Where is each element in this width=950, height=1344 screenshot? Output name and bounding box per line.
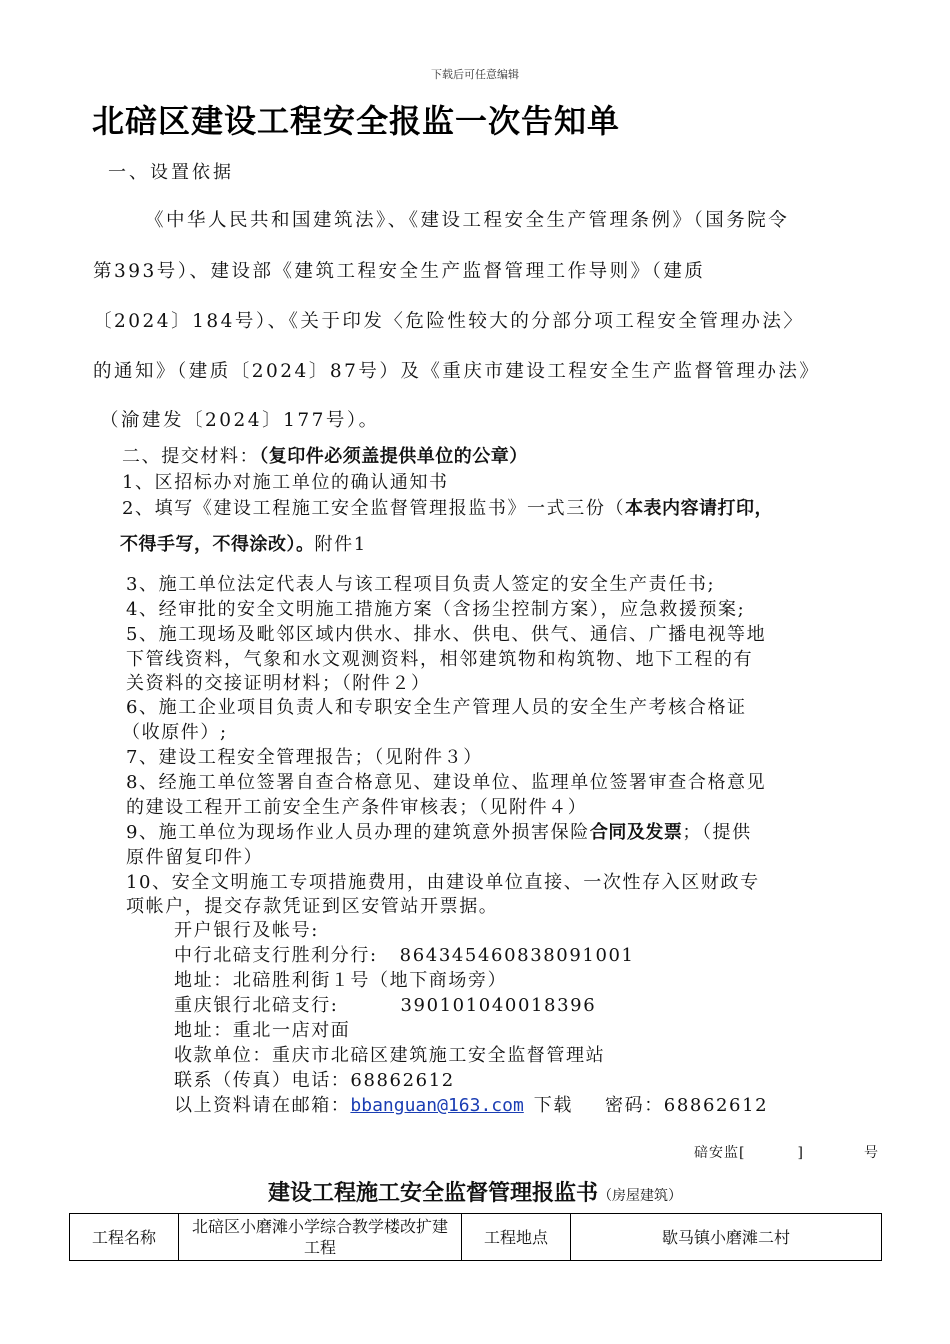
basis-line-1: 《中华人民共和国建筑法》、《建设工程安全生产管理条例》（国务院令: [145, 210, 790, 231]
material-item-2-emphasis-2: 不得手写，不得涂改）。: [120, 534, 315, 555]
material-item-10-line-1: 10、安全文明施工专项措施费用，由建设单位直接、一次性存入区财政专: [126, 872, 760, 893]
material-item-9: [126, 818, 752, 844]
project-name-label: 工程名称: [70, 1214, 179, 1261]
form-title-row: [0, 1176, 950, 1207]
material-item-1: 1、区招标办对施工单位的确认通知书: [122, 472, 449, 493]
contact-phone: 联系（传真）电话：68862612: [174, 1070, 455, 1091]
bank2-label: 重庆银行北碚支行:: [174, 995, 339, 1016]
bank-heading: 开户银行及帐号:: [174, 920, 319, 941]
section2-heading: [122, 442, 528, 468]
material-item-4: 4、经审批的安全文明施工措施方案（含扬尘控制方案），应急救援预案;: [126, 599, 746, 620]
bank2-account: 390101040018396: [400, 995, 597, 1016]
reference-prefix: 碚安监[: [694, 1145, 746, 1161]
section2-heading-text: 二、提交材料：: [122, 446, 260, 467]
material-item-7: 7、建设工程安全管理报告；（见附件３）: [126, 747, 483, 768]
material-item-2-text: 2、填写《建设工程施工安全监督管理报监书》一式三份（: [122, 498, 626, 519]
material-item-6-line-1: 6、施工企业项目负责人和专职安全生产管理人员的安全生产考核合格证: [126, 697, 747, 718]
material-item-5-line-2: 下管线资料，气象和水文观测资料，相邻建筑物和构筑物、地下工程的有: [126, 649, 754, 670]
project-name-value: 北碚区小磨滩小学综合教学楼改扩建工程: [179, 1214, 462, 1261]
bank1-address: 地址：北碚胜利街１号（地下商场旁）: [174, 970, 508, 991]
material-item-2-emphasis: 本表内容请打印，: [625, 498, 774, 519]
bank2-row: [174, 991, 596, 1017]
payee: 收款单位：重庆市北碚区建筑施工安全监督管理站: [174, 1045, 606, 1066]
document-title: 北碚区建设工程安全报监一次告知单: [92, 102, 621, 140]
material-item-2: [122, 494, 773, 520]
material-item-8-line-1: 8、经施工单位签署自查合格意见、建设单位、监理单位签署审查合格意见: [126, 772, 767, 793]
material-item-9-text: 9、施工单位为现场作业人员办理的建筑意外损害保险: [126, 822, 590, 843]
bank2-address: 地址：重北一店对面: [174, 1020, 351, 1041]
bank1-row: [174, 941, 635, 967]
basis-line-5: （渝建发〔2024〕177号）。: [100, 410, 380, 431]
bank1-account: 864345460838091001: [399, 945, 635, 966]
material-item-3: 3、施工单位法定代表人与该工程项目负责人签定的安全生产责任书;: [126, 574, 716, 595]
material-item-2-attachment: 附件1: [314, 534, 367, 555]
reference-suffix: 号: [863, 1145, 879, 1161]
email-link[interactable]: bbanguan@163.com: [350, 1095, 524, 1116]
email-prefix: 以上资料请在邮箱：: [174, 1095, 351, 1116]
reference-number: [694, 1142, 879, 1162]
header-note: 下载后可任意编辑: [431, 68, 519, 81]
material-item-9-tail: ；（提供: [682, 822, 752, 843]
project-location-label: 工程地点: [462, 1214, 571, 1261]
form-title: 建设工程施工安全监督管理报监书: [267, 1181, 598, 1206]
material-item-2-cont: [120, 530, 367, 556]
basis-line-3: 〔2024〕184号）、《关于印发〈危险性较大的分部分项工程安全管理办法〉: [93, 311, 805, 332]
material-item-5-line-1: 5、施工现场及毗邻区域内供水、排水、供电、供气、通信、广播电视等地: [126, 624, 767, 645]
material-item-10-line-2: 项帐户，提交存款凭证到区安管站开票据。: [126, 896, 499, 917]
material-item-9-emphasis: 合同及发票: [589, 822, 683, 843]
project-location-value: 歇马镇小磨滩二村: [571, 1214, 882, 1261]
section1-heading: 一、设置依据: [108, 162, 234, 183]
table-row: [70, 1214, 882, 1261]
material-item-5-line-3: 关资料的交接证明材料；（附件２）: [126, 673, 431, 694]
reference-bracket: ]: [797, 1145, 804, 1161]
project-info-table: [69, 1213, 882, 1261]
section2-heading-note: （复印件必须盖提供单位的公章）: [259, 446, 528, 467]
material-item-6-line-2: （收原件）;: [122, 722, 228, 743]
basis-line-4: 的通知》（建质〔2024〕87号）及《重庆市建设工程安全生产监督管理办法》: [93, 361, 821, 382]
bank1-label: 中行北碚支行胜利分行:: [174, 945, 378, 966]
download-text: 下载: [533, 1095, 573, 1116]
material-item-9-line-2: 原件留复印件）: [126, 847, 264, 868]
password-text: 密码：68862612: [605, 1095, 769, 1116]
basis-line-2: 第393号）、建设部《建筑工程安全生产监督管理工作导则》（建质: [93, 261, 706, 282]
form-subtitle: （房屋建筑）: [598, 1188, 682, 1204]
material-item-8-line-2: 的建设工程开工前安全生产条件审核表；（见附件４）: [126, 797, 588, 818]
email-row: [174, 1091, 768, 1117]
